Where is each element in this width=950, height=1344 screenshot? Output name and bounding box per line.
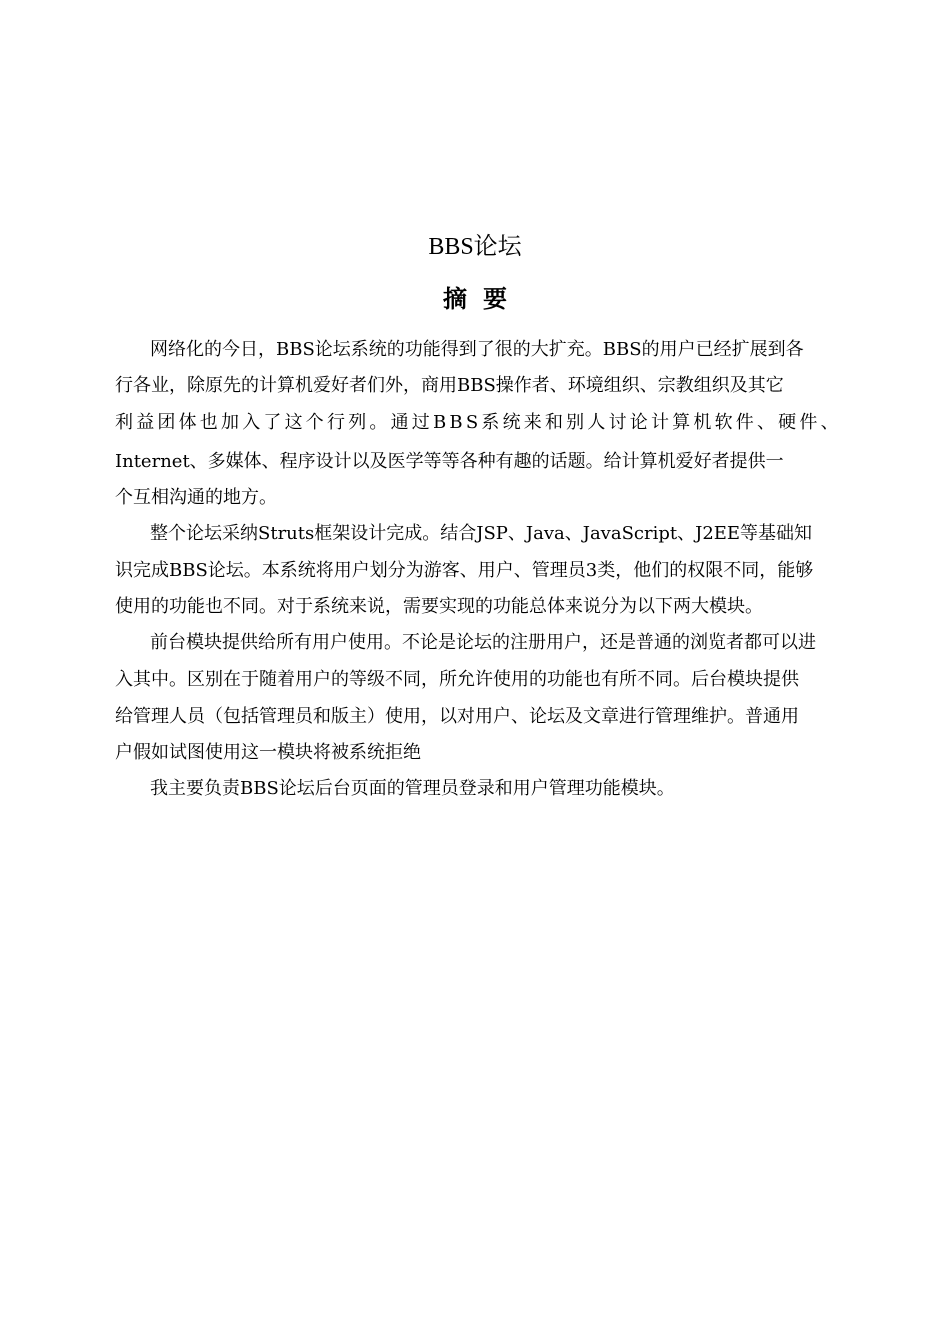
- paragraph-line: Internet、多媒体、程序设计以及医学等等各种有趣的话题。给计算机爱好者提供一: [115, 451, 784, 472]
- paragraph-line: 利益团体也加入了这个行列。通过BBS系统来和别人讨论计算机软件、硬件、: [115, 412, 842, 433]
- abstract-heading: 摘要: [443, 284, 523, 313]
- paragraph-line: 识完成BBS论坛。本系统将用户划分为游客、用户、管理员3类，他们的权限不同，能够: [115, 560, 814, 581]
- paragraph-line: 给管理人员（包括管理员和版主）使用，以对用户、论坛及文章进行管理维护。普通用: [115, 706, 799, 727]
- paragraph-line: 个互相沟通的地方。: [115, 487, 277, 508]
- paragraph-line: 行各业，除原先的计算机爱好者们外，商用BBS操作者、环境组织、宗教组织及其它: [115, 375, 784, 396]
- paragraph-line: 入其中。区别在于随着用户的等级不同，所允许使用的功能也有所不同。后台模块提供: [115, 669, 799, 690]
- paragraph-line: 整个论坛采纳Struts框架设计完成。结合JSP、Java、JavaScript、J2EE等基础知: [150, 523, 813, 544]
- paragraph-line: 前台模块提供给所有用户使用。不论是论坛的注册用户，还是普通的浏览者都可以进: [150, 632, 816, 653]
- paragraph-line: 我主要负责BBS论坛后台页面的管理员登录和用户管理功能模块。: [150, 778, 675, 799]
- paragraph-line: 网络化的今日，BBS论坛系统的功能得到了很的大扩充。BBS的用户已经扩展到各: [150, 339, 804, 360]
- paragraph-line: 使用的功能也不同。对于系统来说，需要实现的功能总体来说分为以下两大模块。: [115, 596, 763, 617]
- document-title: BBS论坛: [428, 234, 522, 260]
- paragraph-line: 户假如试图使用这一模块将被系统拒绝: [115, 742, 421, 763]
